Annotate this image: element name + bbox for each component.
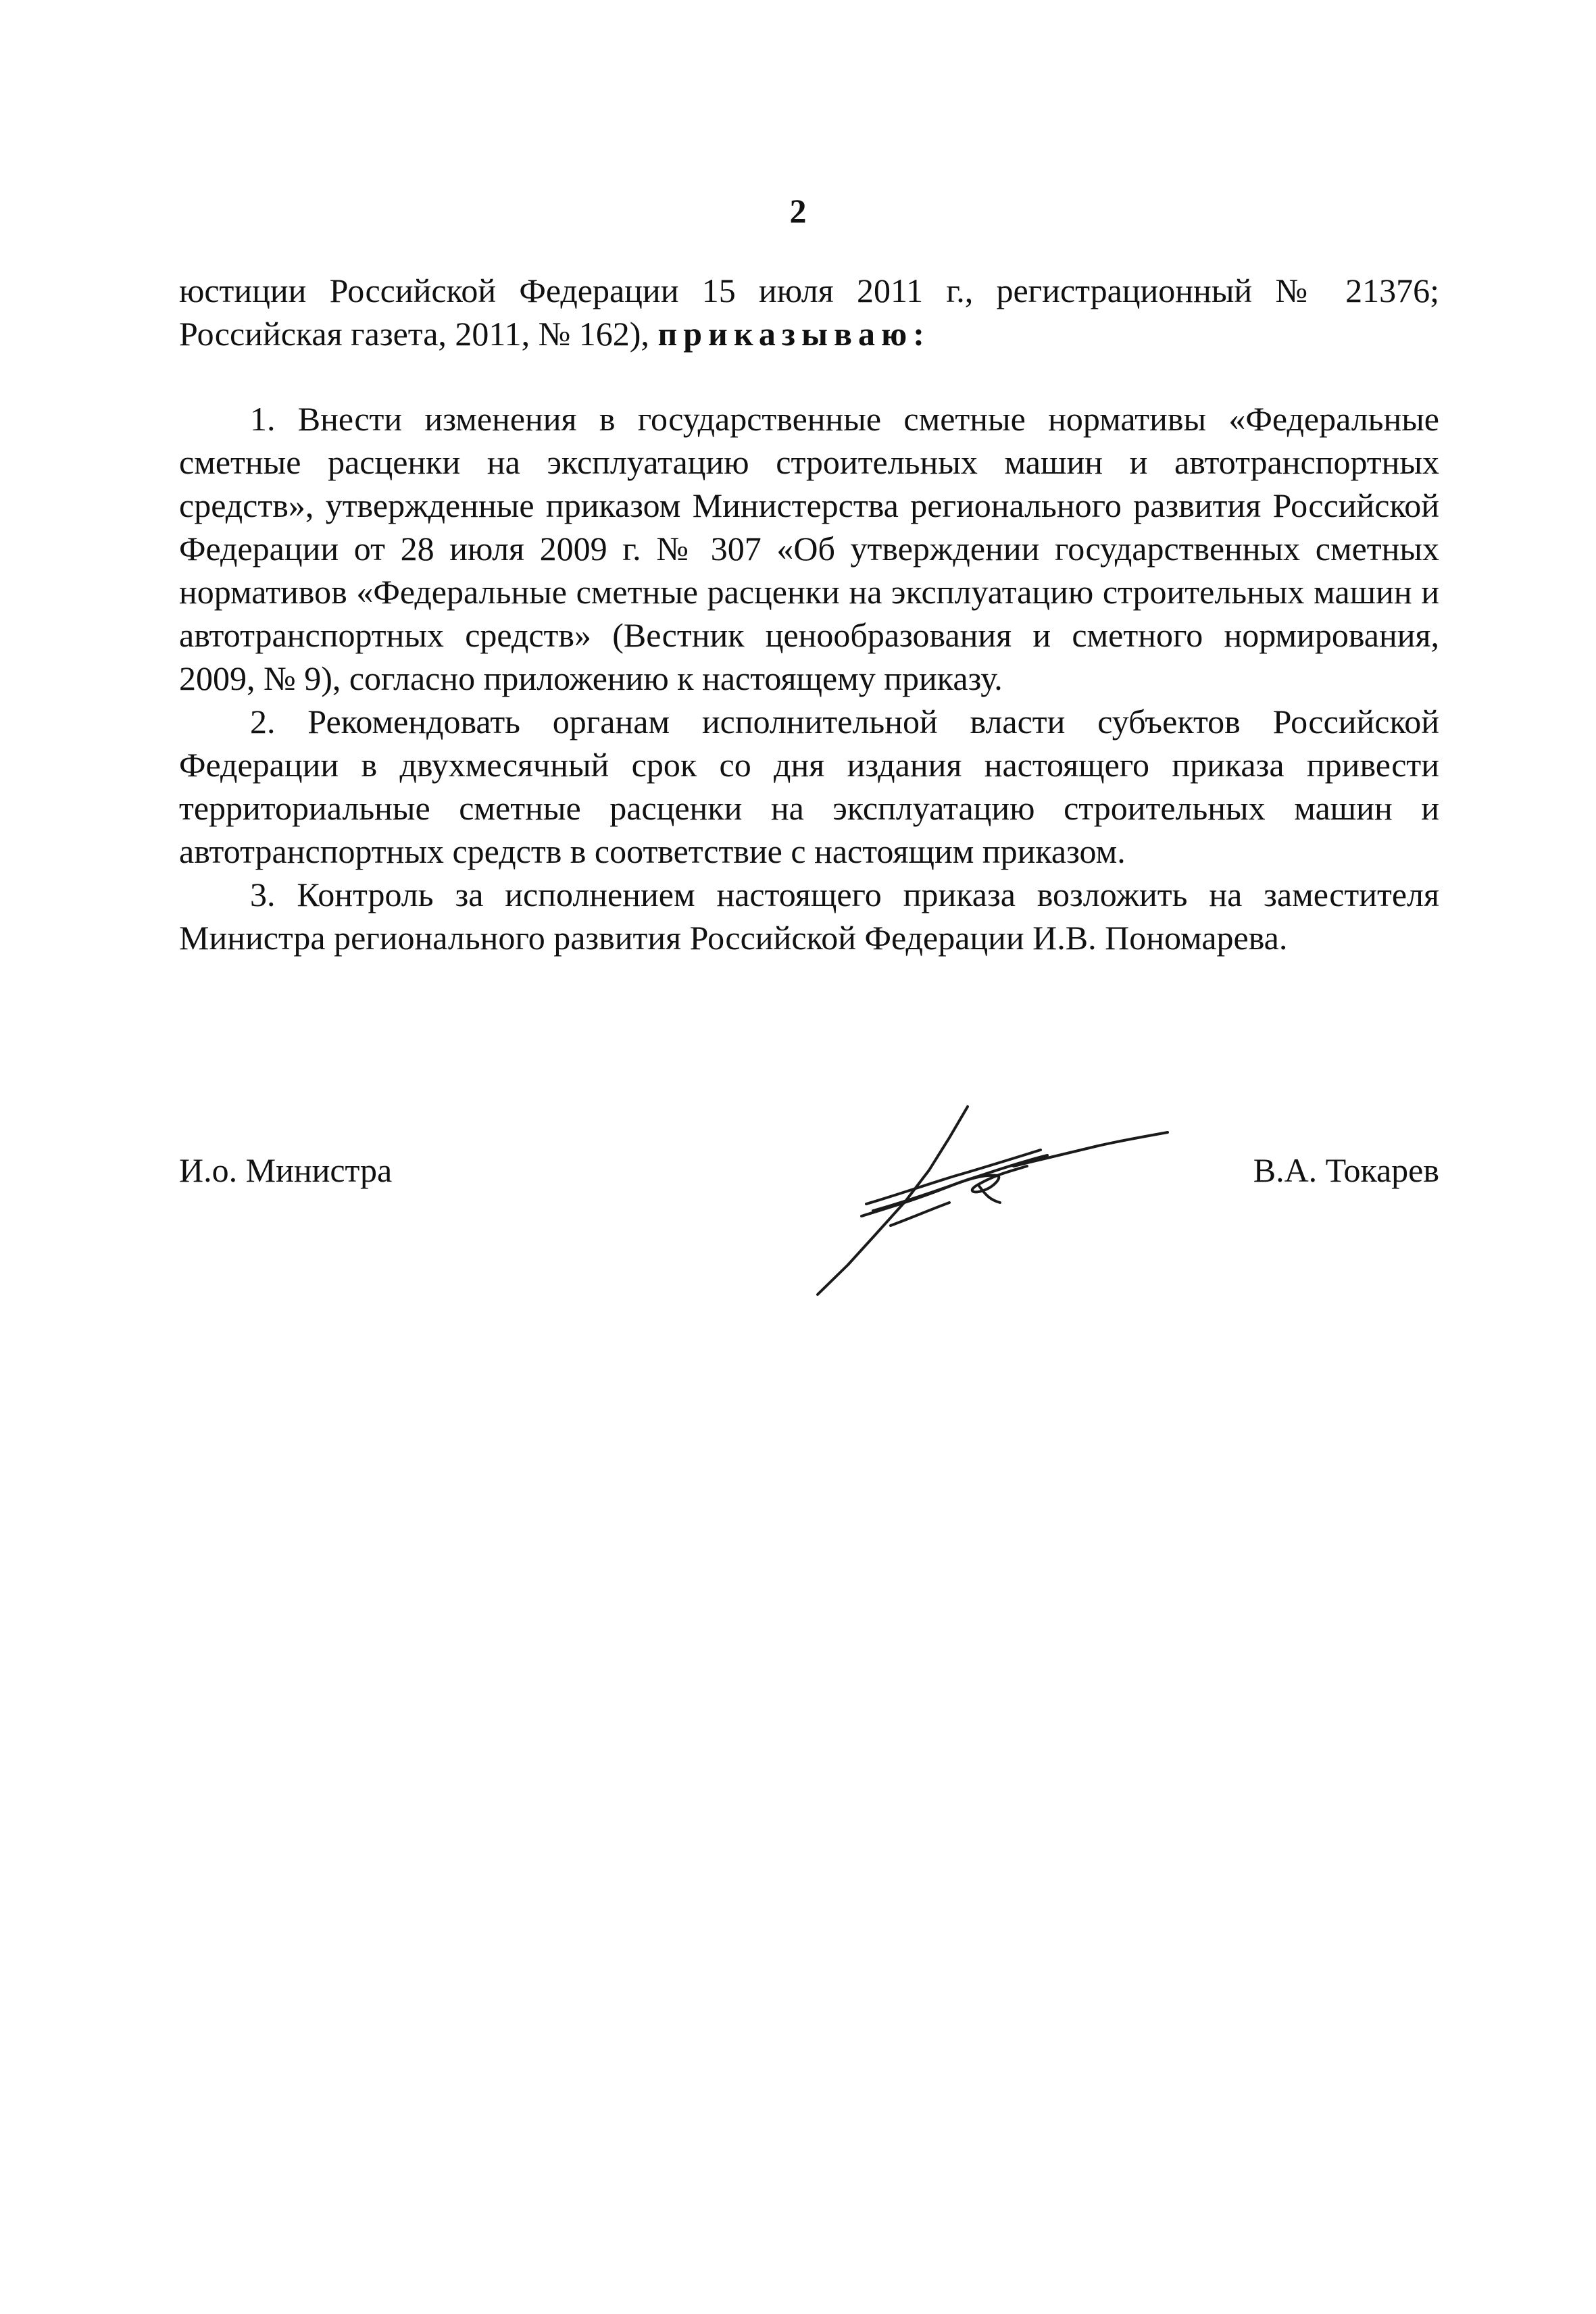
signature-block bbox=[179, 1149, 1439, 1297]
page-number: 2 bbox=[789, 192, 807, 230]
order-item-2: 2. Рекомендовать органам исполнительной власти субъектов Российской Федерации в двухмесячный срок со дня издания настоящего приказа привести территориальные сметные расценки на эксплуатацию строительных машин и автотранспортных средств в соответствие с настоящим приказом. bbox=[179, 703, 1439, 870]
order-keyword: приказываю: bbox=[657, 315, 930, 353]
order-item-1: 1. Внести изменения в государственные сметные нормативы «Федеральные сметные расценки на эксплуатацию строительных машин и автотранспортных средств», утвержденные приказом Министерства регионального развития Российской Федерации от 28 июля 2009 г. № 307 «Об утверждении государственных сметных нормативов «Федеральные сметные расценки на эксплуатацию строительных машин и автотранспортных средств» (Вестник ценообразования и сметного нормирования, 2009, № 9), согласно приложению к настоящему приказу. bbox=[179, 400, 1439, 697]
document-body bbox=[179, 269, 1439, 959]
signatory-name: В.А. Токарев bbox=[1253, 1151, 1439, 1189]
order-item-3: 3. Контроль за исполнением настоящего приказа возложить на заместителя Министра регионального развития Российской Федерации И.В. Пономарева. bbox=[179, 876, 1439, 957]
intro-text: юстиции Российской Федерации 15 июля 2011 г., регистрационный № 21376; Российская газета, 2011, № 162), bbox=[179, 272, 1439, 353]
handwritten-signature-icon bbox=[811, 1101, 1176, 1304]
signatory-title: И.о. Министра bbox=[179, 1151, 393, 1189]
intro-paragraph bbox=[179, 269, 1439, 355]
